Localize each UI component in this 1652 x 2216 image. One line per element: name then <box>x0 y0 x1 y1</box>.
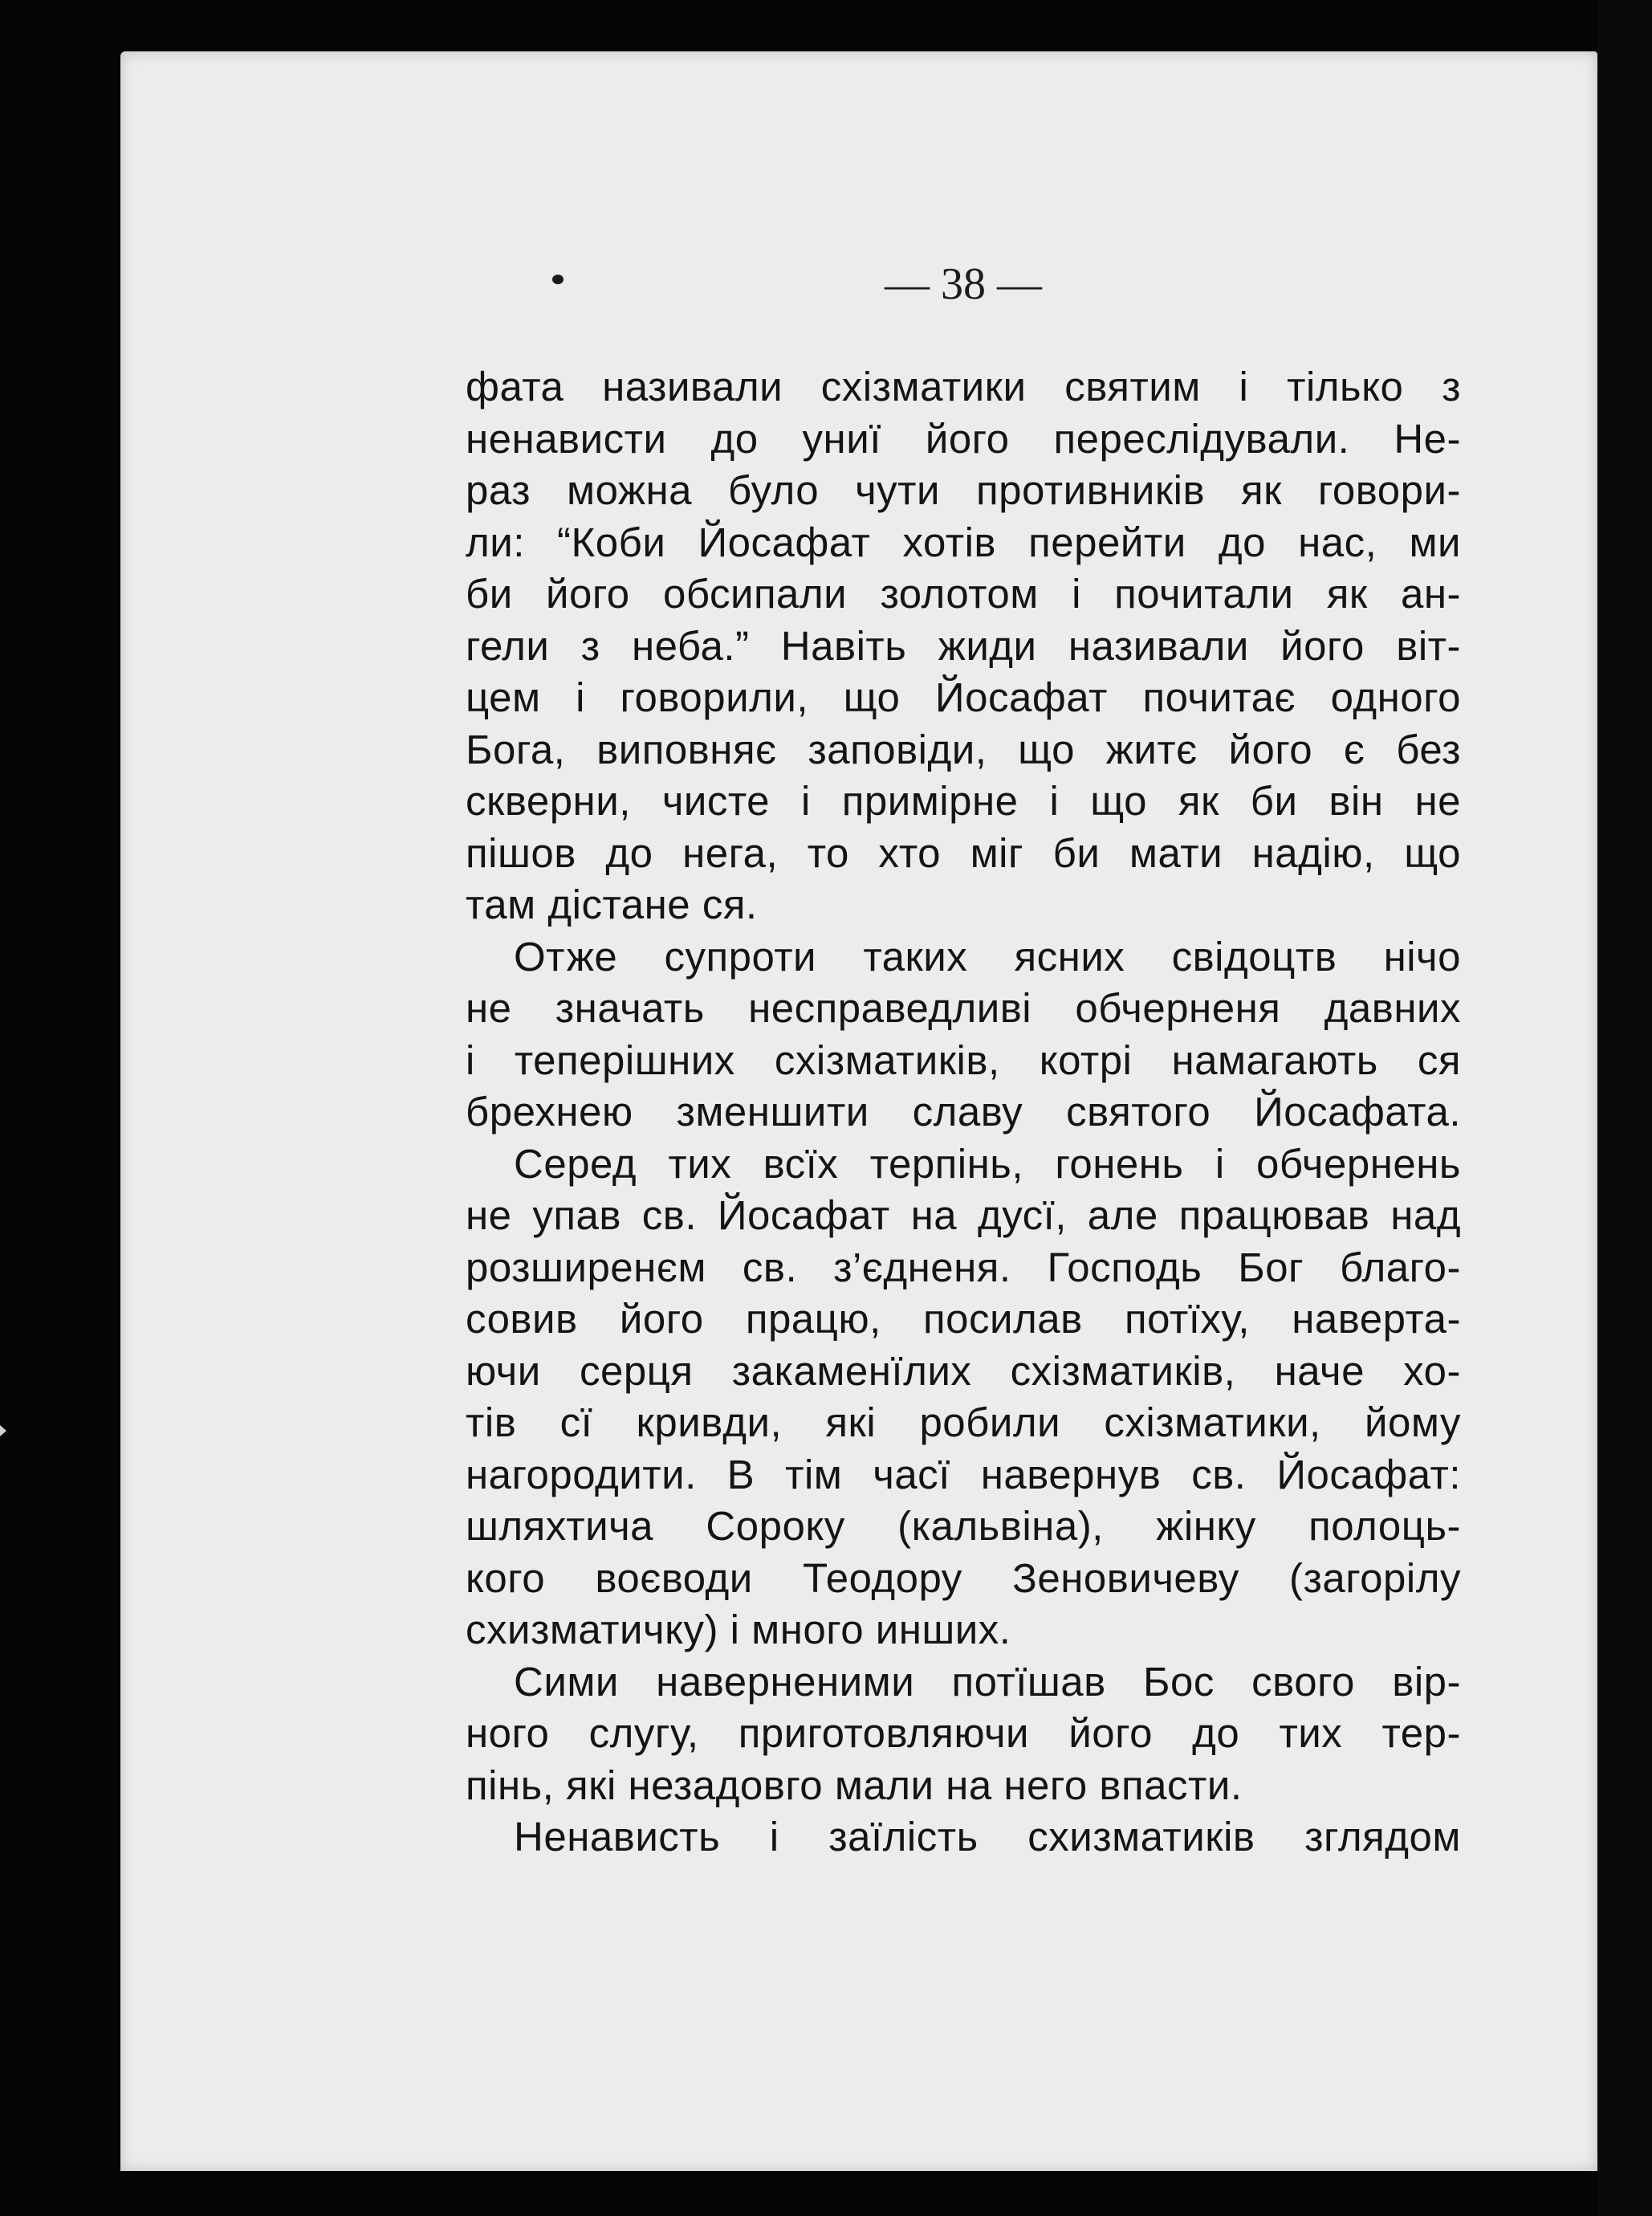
text-line: Бога, виповняє заповіди, що житє його є без <box>466 726 1461 772</box>
text-line: скверни, чисте і примірне і що як би він не <box>466 778 1461 824</box>
text-line: Ненависть і заїлість схизматиків зглядом <box>514 1814 1461 1860</box>
text-line: кого воєводи Теодору Зеновичеву (загорілу <box>466 1554 1461 1601</box>
text-line: ненависти до униї його переслідували. Не- <box>466 415 1461 462</box>
text-line: і теперішних схізматиків, котрі намагають ся <box>466 1037 1461 1083</box>
text-line: шляхтича Сороку (кальвіна), жінку полоць- <box>466 1503 1461 1549</box>
text-line: ючи серця закаменїлих схізматиків, наче хо- <box>466 1347 1461 1394</box>
text-line: Сими наверненими потїшав Бос свого вір- <box>514 1658 1461 1705</box>
text-line: розширенєм св. з’єдненя. Господь Бог благо- <box>466 1244 1461 1290</box>
text-line: там дістане ся. <box>466 882 758 927</box>
page-body-text <box>466 361 1461 1864</box>
text-line: ного слугу, приготовляючи його до тих тер- <box>466 1710 1461 1756</box>
text-line: ли: “Коби Йосафат хотів перейти до нас, ми <box>466 519 1461 565</box>
text-line: тів сї кривди, які робили схізматики, йому <box>466 1399 1461 1445</box>
text-line: пішов до нега, то хто міг би мати надію, що <box>466 829 1461 876</box>
text-line: совив його працю, посилав потїху, наверта- <box>466 1296 1461 1342</box>
text-line: би його обсипали золотом і почитали як ан- <box>466 571 1461 617</box>
text-line: брехнею зменшити славу святого Йосафата. <box>466 1089 1461 1134</box>
text-line: фата називали схізматики святим і тілько з <box>466 364 1461 409</box>
text-line: Отже супроти таких ясних свідоцтв нічо <box>514 933 1461 980</box>
text-line: гели з неба.” Навіть жиди називали його віт- <box>466 622 1461 669</box>
text-line: цем і говорили, що Йосафат почитає одного <box>466 674 1461 720</box>
page-number: — 38 — <box>885 259 1042 309</box>
scan-edge-mark <box>0 1425 6 1436</box>
text-line: раз можна було чути противників як говори- <box>466 467 1461 513</box>
text-line: схизматичку) і много инших. <box>466 1607 1011 1652</box>
text-line: не упав св. Йосафат на дусї, але працював над <box>466 1192 1461 1238</box>
ink-speck <box>552 275 564 284</box>
text-line: пінь, які незадовго мали на него впасти. <box>466 1762 1243 1808</box>
text-line: Серед тих всїх терпінь, гонень і обчернень <box>514 1140 1461 1187</box>
text-line: не значать несправедливі обчерненя давних <box>466 985 1461 1031</box>
text-line: нагородити. В тім часї навернув св. Йосафат: <box>466 1451 1461 1497</box>
book-spine-shadow <box>1597 0 1652 2216</box>
